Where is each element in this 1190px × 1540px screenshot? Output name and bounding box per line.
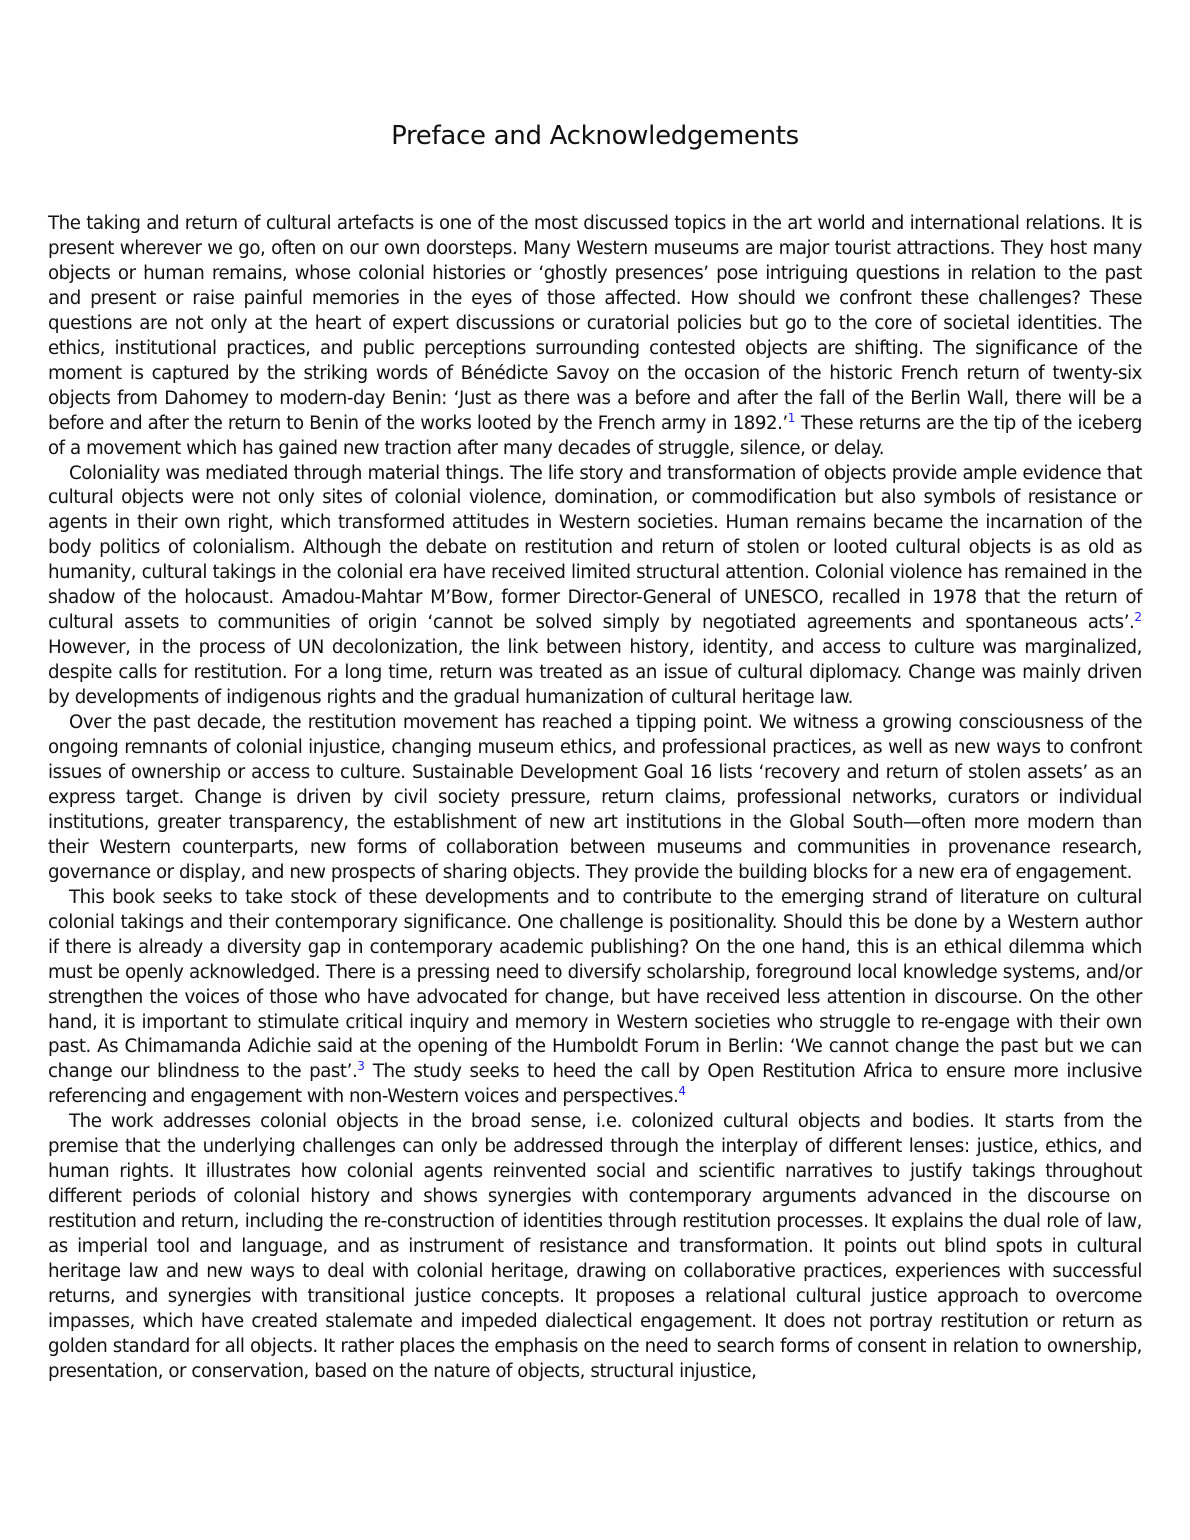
paragraph-text: These returns are the tip of the iceberg of a movement which has gained new traction after many decades of struggle, silence, or delay. [48, 412, 1142, 459]
paragraph-text: However, in the process of UN decolonization, the link between history, identity, and access to culture was marginalized, despite calls for restitution. For a long time, return was treated as an issue of cultural diplomacy. Change was mainly driven by developments of indigenous rights and the gradual humanization of cultural heritage law. [48, 637, 1142, 709]
paragraph-text: This book seeks to take stock of these developments and to contribute to the emerging strand of literature on cultural colonial takings and their contemporary significance. One challenge is positionality. Should this be done by a Western author if there is already a diversity gap in contemporary academic publishing? On the one hand, this is an ethical dilemma which must be openly acknowledged. There is a pressing need to diversify scholarship, foreground local knowledge systems, and/or strengthen the voices of those who have advocated for change, but have received less attention in discourse. On the other hand, it is important to stimulate critical inquiry and memory in Western societies who struggle to re-engage with their own past. As Chimamanda Adichie said at the opening of the Humboldt Forum in Berlin: ‘We cannot change the past but we can change our blindness to the past’. [48, 886, 1142, 1083]
paragraph-text: The taking and return of cultural artefacts is one of the most discussed topics in the art world and international relations. It is present wherever we go, often on our own doorsteps. Many Western museums are major tourist attractions. They host many objects or human remains, whose colonial histories or ‘ghostly presences’ pose intriguing questions in relation to the past and present or raise painful memories in the eyes of those affected. How should we confront these challenges? These questions are not only at the heart of expert discussions or curatorial policies but go to the core of societal identities. The ethics, institutional practices, and public perceptions surrounding contested objects are shifting. The significance of the moment is captured by the striking words of Bénédicte Savoy on the occasion of the historic French return of twenty-six objects from Dahomey to modern-day Benin: ‘Just as there was a before and after the fall of the Berlin Wall, there will be a before and after the return to Benin of the works looted by the French army in 1892.’ [48, 213, 1142, 434]
body-text [48, 212, 1142, 1385]
paragraph-text: The work addresses colonial objects in the broad sense, i.e. colonized cultural objects and bodies. It starts from the premise that the underlying challenges can only be addressed through the interplay of different lenses: justice, ethics, and human rights. It illustrates how colonial agents reinvented social and scientific narratives to justify takings throughout different periods of colonial history and shows synergies with contemporary arguments advanced in the discourse on restitution and return, including the re-construction of identities through restitution processes. It explains the dual role of law, as imperial tool and language, and as instrument of resistance and transformation. It points out blind spots in cultural heritage law and new ways to deal with colonial heritage, drawing on collaborative practices, experiences with successful returns, and synergies with transitional justice concepts. It proposes a relational cultural justice approach to overcome impasses, which have created stalemate and impeded dialectical engagement. It does not portray restitution or return as golden standard for all objects. It rather places the emphasis on the need to search forms of consent in relation to ownership, presentation, or conservation, based on the nature of objects, structural injustice, [48, 1111, 1142, 1382]
footnote-link-4[interactable]: 4 [678, 1084, 687, 1099]
paragraph-text: Over the past decade, the restitution movement has reached a tipping point. We witness a growing consciousness of the ongoing remnants of colonial injustice, changing museum ethics, and professional practices, as well as new ways to confront issues of ownership or access to culture. Sustainable Development Goal 16 lists ‘recovery and return of stolen assets’ as an express target. Change is driven by civil society pressure, return claims, professional networks, curators or individual institutions, greater transparency, the establishment of new art institutions in the Global South—often more modern than their Western counterparts, new forms of collaboration between museums and communities in provenance research, governance or display, and new prospects of sharing objects. They provide the building blocks for a new era of engagement. [48, 712, 1142, 883]
page-title: Preface and Acknowledgements [391, 121, 799, 151]
paragraph-4 [48, 886, 1142, 1111]
footnote-link-2[interactable]: 2 [1134, 610, 1142, 625]
paragraph-text: The study seeks to heed the call by Open Restitution Africa to ensure more inclusive referencing and engagement with non-Western voices and perspectives. [48, 1061, 1142, 1108]
footnote-link-1[interactable]: 1 [787, 410, 796, 425]
paragraph-text: Coloniality was mediated through material things. The life story and transformation of objects provide ample evidence that cultural objects were not only sites of colonial violence, domination, or commodification but also symbols of resistance or agents in their own right, which transformed attitudes in Western societies. Human remains became the incarnation of the body politics of colonialism. Although the debate on restitution and return of stolen or looted cultural objects is as old as humanity, cultural takings in the colonial era have received limited structural attention. Colonial violence has remained in the shadow of the holocaust. Amadou-Mahtar M’Bow, former Director-General of UNESCO, recalled in 1978 that the return of cultural assets to communities of origin ‘cannot be solved simply by negotiated agreements and spontaneous acts’. [48, 462, 1142, 634]
paragraph-2 [48, 462, 1142, 712]
paragraph-3 [48, 711, 1142, 886]
paragraph-1 [48, 212, 1142, 462]
footnote-link-3[interactable]: 3 [357, 1059, 365, 1074]
paragraph-5 [48, 1110, 1142, 1384]
